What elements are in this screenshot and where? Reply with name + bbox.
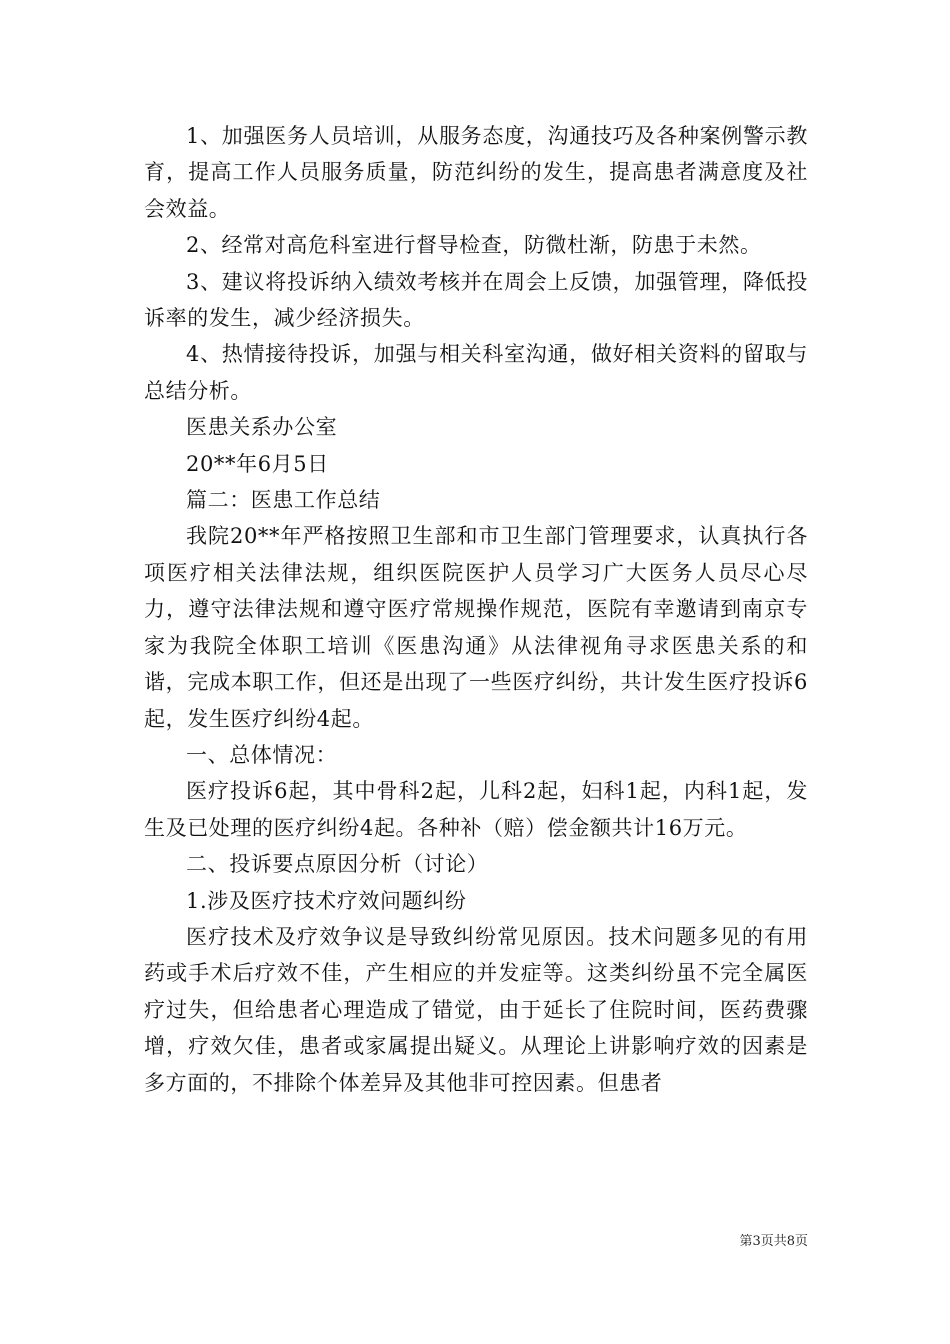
paragraph-suggestion-4: 4、热情接待投诉，加强与相关科室沟通，做好相关资料的留取与总结分析。	[144, 342, 808, 403]
heading-overall-situation: 一、总体情况：	[186, 742, 338, 767]
subheading-technical-disputes: 1.涉及医疗技术疗效问题纠纷	[186, 888, 467, 913]
page-number: 第3页共8页	[739, 1234, 808, 1249]
heading-cause-analysis: 二、投诉要点原因分析（讨论）	[186, 852, 489, 877]
section-title: 篇二：医患工作总结	[186, 488, 381, 513]
paragraph-suggestion-2: 2、经常对高危科室进行督导检查，防微杜渐，防患于未然。	[186, 233, 762, 258]
paragraph-suggestion-1: 1、加强医务人员培训，从服务态度，沟通技巧及各种案例警示教育，提高工作人员服务质量，防范纠纷的发生，提高患者满意度及社会效益。	[144, 124, 808, 221]
paragraph-summary: 我院20**年严格按照卫生部和市卫生部门管理要求，认真执行各项医疗相关法律法规，组织医院医护人员学习广大医务人员尽心尽力，遵守法律法规和遵守医疗常规操作规范，医院有幸邀请到南京专家为我院全体职工培训《医患沟通》从法律视角寻求医患关系的和谐，完成本职工作，但还是出现了一些医疗纠纷，共计发生医疗投诉6起，发生医疗纠纷4起。	[144, 524, 808, 731]
paragraph-overall-situation: 医疗投诉6起，其中骨科2起，儿科2起，妇科1起，内科1起，发生及已处理的医疗纠纷4起。各种补（赔）偿金额共计16万元。	[144, 779, 808, 840]
document-body	[144, 118, 808, 1101]
paragraph-suggestion-3: 3、建议将投诉纳入绩效考核并在周会上反馈，加强管理，降低投诉率的发生，减少经济损失。	[144, 269, 808, 331]
signature-office: 医患关系办公室	[186, 415, 338, 440]
paragraph-technical-disputes: 医疗技术及疗效争议是导致纠纷常见原因。技术问题多见的有用药或手术后疗效不佳，产生相应的并发症等。这类纠纷虽不完全属医疗过失，但给患者心理造成了错觉，由于延长了住院时间，医药费骤增，疗效欠佳，患者或家属提出疑义。从理论上讲影响疗效的因素是多方面的，不排除个体差异及其他非可控因素。但患者	[144, 924, 808, 1095]
signature-date: 20**年6月5日	[186, 451, 329, 476]
